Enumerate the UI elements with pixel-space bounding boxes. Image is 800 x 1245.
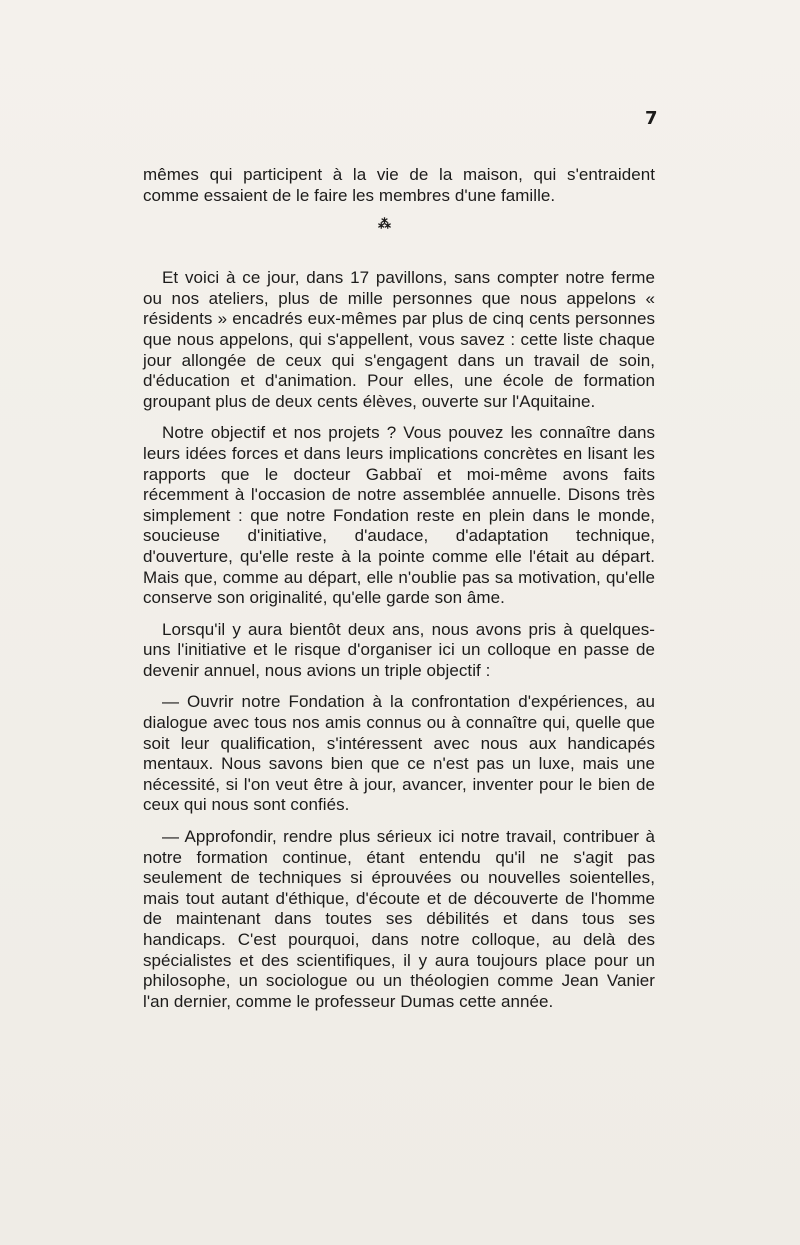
paragraph-pavillons: Et voici à ce jour, dans 17 pavillons, sans compter notre ferme ou nos ateliers, plus de mille personnes que nous appelons « résidents » encadrés eux-mêmes par plus de cinq cents personnes que nous appelons, qui s'appellent, vous savez : cette liste chaque jour allongée de ceux qui s'engagent dans un travail de soin, d'éducation et d'animation. Pour elles, une école de formation groupant plus de deux cents élèves, ouverte sur l'Aquitaine. (143, 268, 655, 411)
page-number: 7 (645, 108, 658, 129)
list-item-approfondir: — Approfondir, rendre plus sérieux ici notre travail, contribuer à notre formation continue, étant entendu qu'il ne s'agit pas seulement de techniques si éprouvées ou nouvelles soientelles, mais tout autant d'éthique, d'écoute et de découverte de l'homme de maintenant dans toutes ses débilités et dans tous ses handicaps. C'est pourquoi, dans notre colloque, au delà des spécialistes et des scientifiques, il y aura toujours place pour un philosophe, un sociologue ou un théologien comme Jean Vanier l'an dernier, comme le professeur Dumas cette année. (143, 827, 655, 1011)
asterism-icon: ⁂ (378, 216, 391, 232)
body-text (143, 165, 655, 1012)
section-separator (143, 206, 655, 268)
list-item-ouvrir: — Ouvrir notre Fondation à la confrontation d'expériences, au dialogue avec tous nos amis connus ou à connaître qui, quelle que soit leur qualification, s'intéressent avec nous aux handicapés mentaux. Nous savons bien que ce n'est pas un luxe, mais une nécessité, si l'on veut être à jour, avancer, inventer pour le bien de ceux qui nous sont confiés. (143, 692, 655, 815)
paragraph-continuation: mêmes qui participent à la vie de la maison, qui s'entraident comme essaient de le faire les membres d'une famille. (143, 165, 655, 205)
paragraph-objectif: Notre objectif et nos projets ? Vous pouvez les connaître dans leurs idées forces et dans leurs implications concrètes en lisant les rapports que le docteur Gabbaï et moi-même avons faits récemment à l'occasion de notre assemblée annuelle. Disons très simplement : que notre Fondation reste en plein dans le monde, soucieuse d'initiative, d'audace, d'adaptation technique, d'ouverture, qu'elle reste à la pointe comme elle l'était au départ. Mais que, comme au départ, elle n'oublie pas sa motivation, qu'elle conserve son originalité, qu'elle garde son âme. (143, 423, 655, 608)
paragraph-colloque: Lorsqu'il y aura bientôt deux ans, nous avons pris à quelques-uns l'initiative et le risque d'organiser ici un colloque en passe de devenir annuel, nous avions un triple objectif : (143, 619, 655, 680)
